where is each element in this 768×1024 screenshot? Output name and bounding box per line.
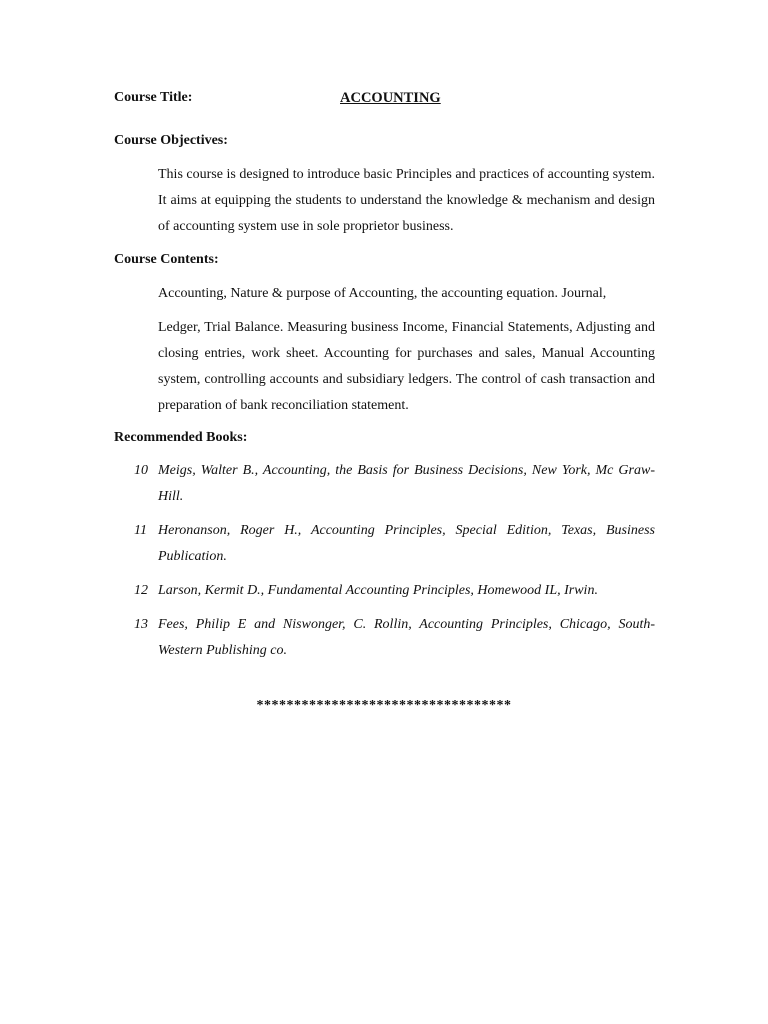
contents-paragraph-1: Accounting, Nature & purpose of Accounting, the accounting equation. Journal, bbox=[158, 286, 607, 301]
book-citation: Larson, Kermit D., Fundamental Accounting Principles, Homewood IL, Irwin. bbox=[158, 583, 598, 598]
contents-paragraph-2: Ledger, Trial Balance. Measuring business Income, Financial Statements, Adjusting and closing entries, work sheet. Accounting for purchases and sales, Manual Accounting system, controlling accounts and subsidiary ledgers. The control of cash transaction and preparation of bank reconciliation statement. bbox=[158, 320, 655, 413]
separator-stars: ********************************** bbox=[256, 698, 512, 713]
book-number: 13 bbox=[134, 617, 148, 632]
course-title-value: ACCOUNTING bbox=[340, 90, 441, 106]
books-heading: Recommended Books: bbox=[114, 430, 248, 445]
book-citation: Fees, Philip E and Niswonger, C. Rollin, Accounting Principles, Chicago, South-Western Publishing co. bbox=[158, 617, 655, 658]
book-citation: Meigs, Walter B., Accounting, the Basis for Business Decisions, New York, Mc Graw-Hill. bbox=[158, 463, 655, 504]
contents-heading: Course Contents: bbox=[114, 252, 219, 267]
course-title-row bbox=[114, 90, 654, 110]
book-number: 11 bbox=[134, 523, 147, 538]
objectives-heading: Course Objectives: bbox=[114, 133, 228, 148]
book-citation: Heronanson, Roger H., Accounting Principles, Special Edition, Texas, Business Publication. bbox=[158, 523, 655, 564]
course-title-label: Course Title: bbox=[114, 90, 193, 105]
objectives-text: This course is designed to introduce basic Principles and practices of accounting system. It aims at equipping the students to understand the knowledge & mechanism and design of accounting system use in sole proprietor business. bbox=[158, 167, 655, 234]
book-number: 12 bbox=[134, 583, 148, 598]
book-number: 10 bbox=[134, 463, 148, 478]
